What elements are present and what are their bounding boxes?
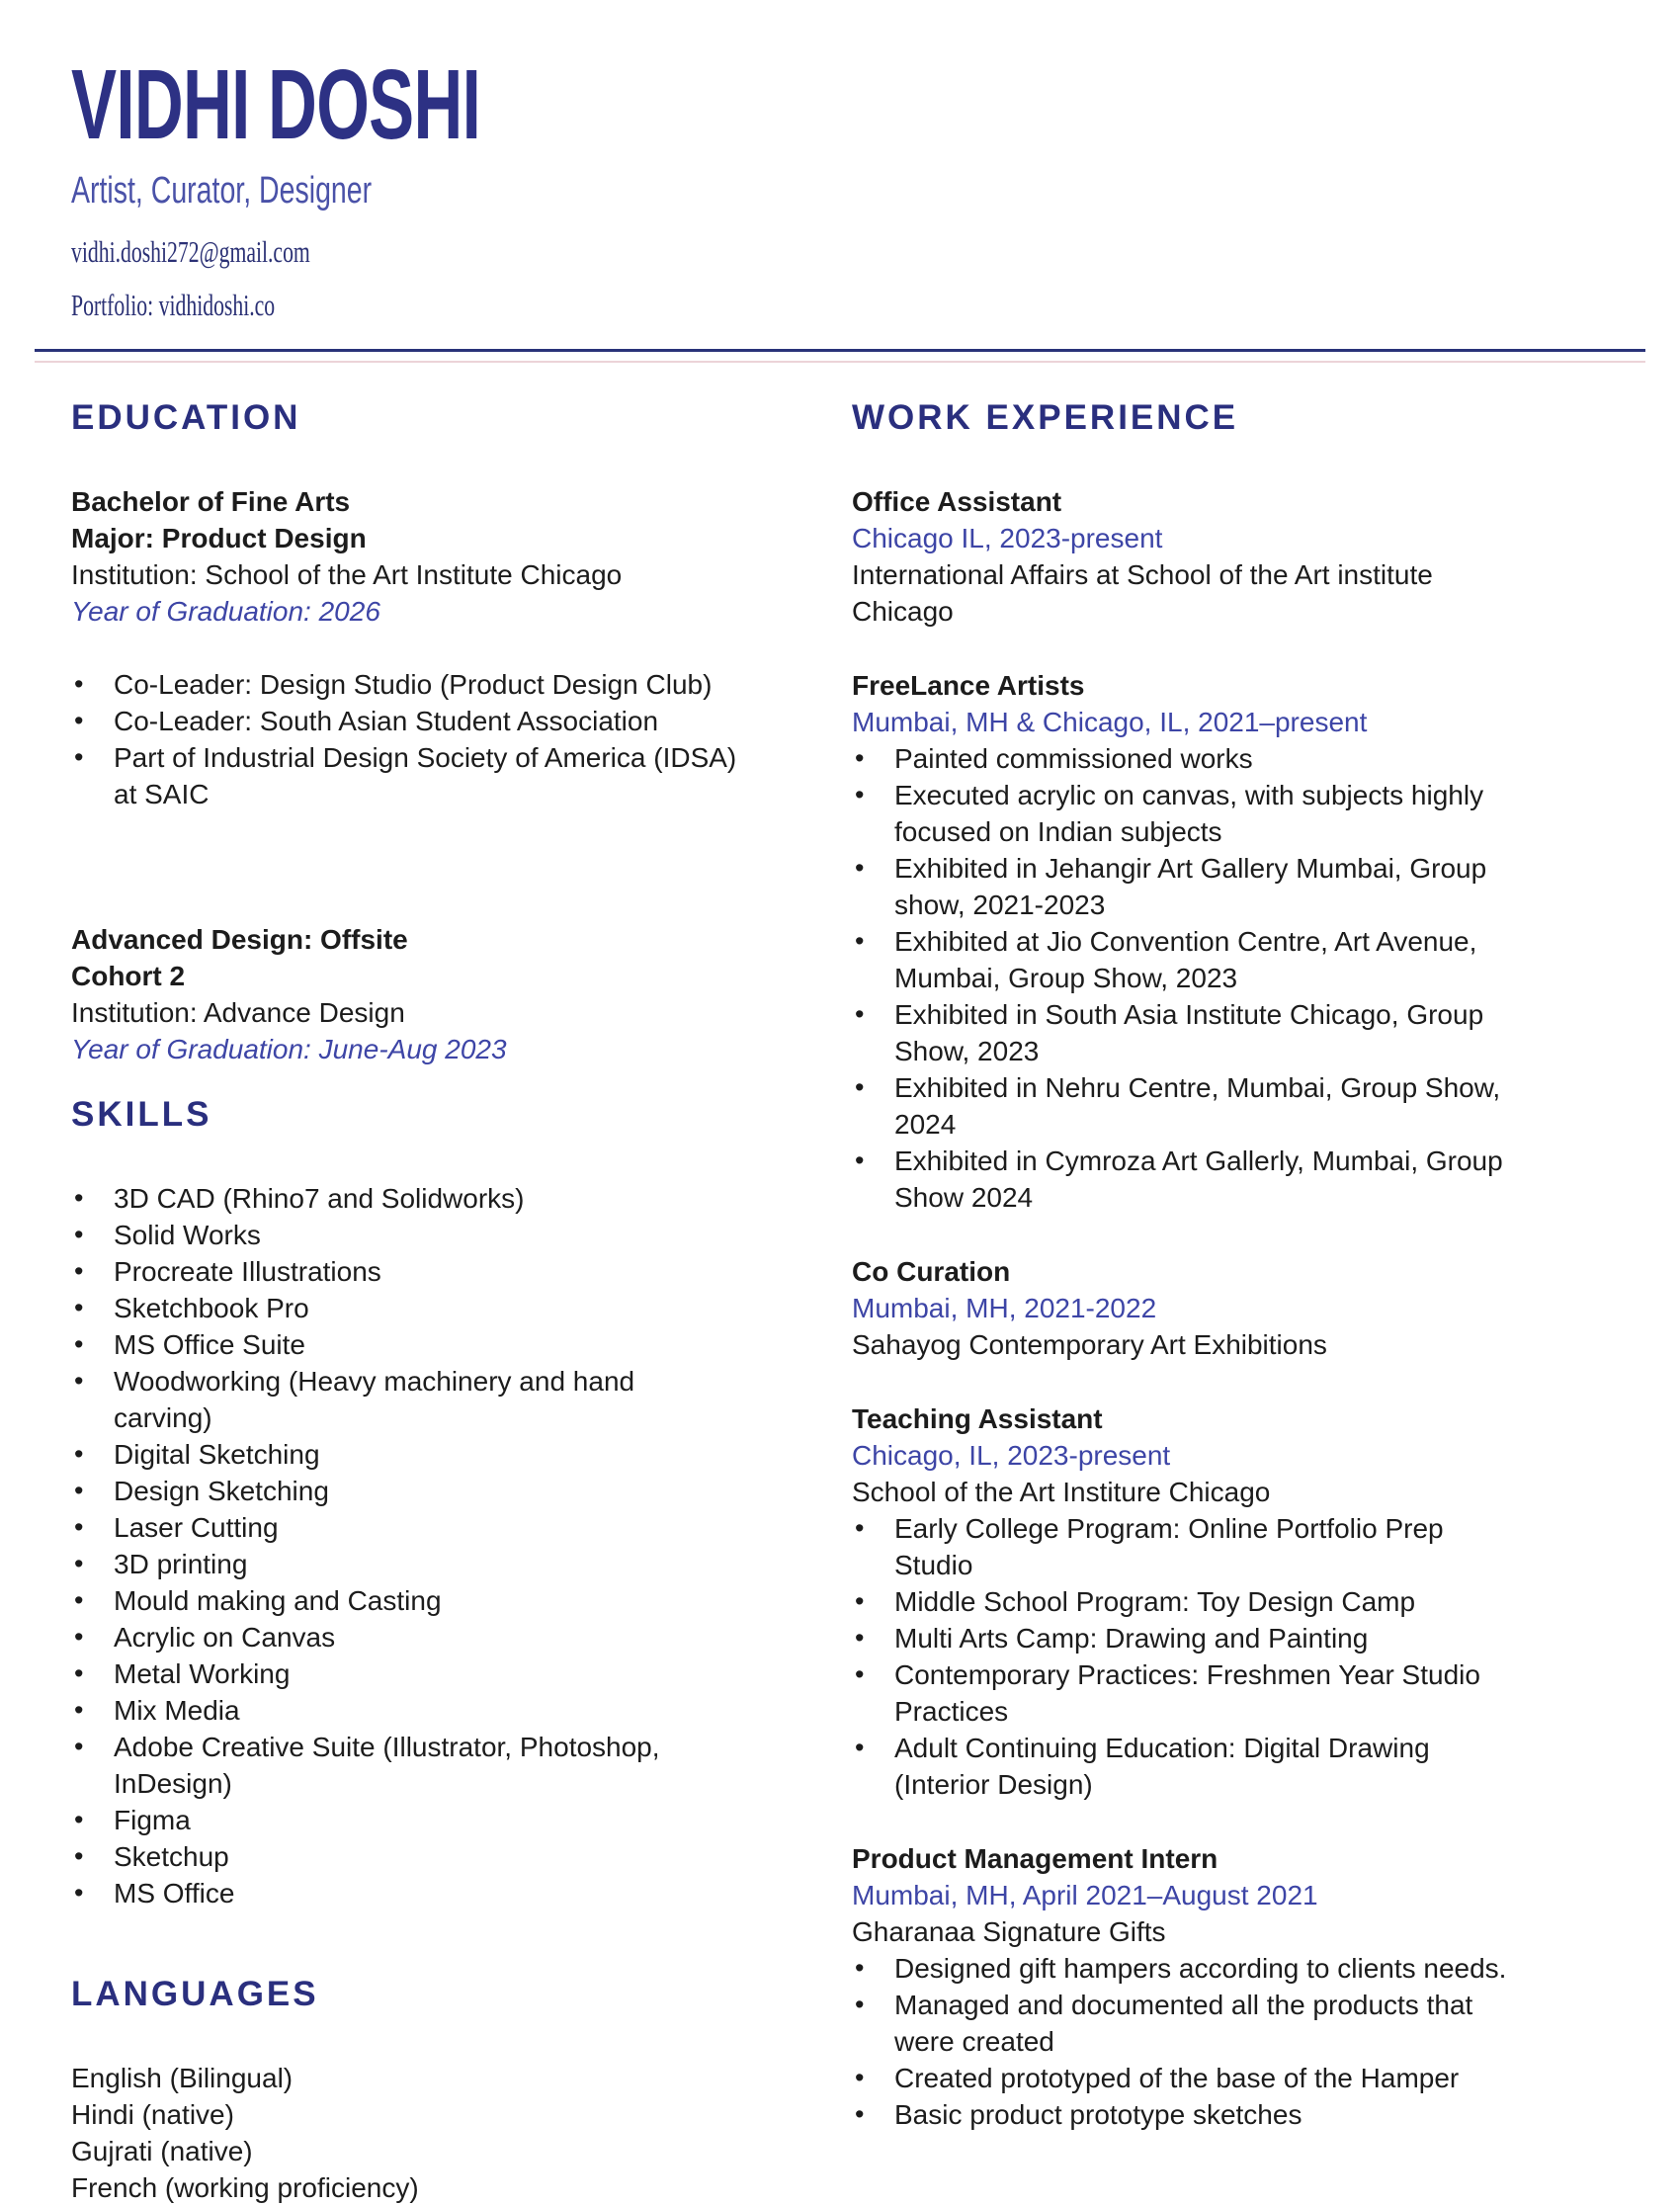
list-item: • Multi Arts Camp: Drawing and Painting xyxy=(852,1620,1524,1656)
portfolio-text: Portfolio: vidhidoshi.co xyxy=(71,288,276,322)
job-title: Product Management Intern xyxy=(852,1843,1218,1874)
job-location: Mumbai, MH & Chicago, IL, 2021–present xyxy=(852,707,1368,737)
list-item: Gujrati (native) xyxy=(71,2136,253,2166)
job-location: Chicago, IL, 2023-present xyxy=(852,1440,1171,1471)
entry-title: Advanced Design: Offsite xyxy=(71,924,408,955)
list-item: • Exhibited in Cymroza Art Gallerly, Mumbai, Group Show 2024 xyxy=(852,1143,1524,1216)
list-item: • Solid Works xyxy=(71,1217,684,1253)
entry-institution: Institution: School of the Art Institute Chicago xyxy=(71,559,623,590)
job-title: Co Curation xyxy=(852,1256,1011,1287)
list-item: • Digital Sketching xyxy=(71,1436,684,1473)
job-bullet-list xyxy=(852,1510,1524,1803)
education-heading: EDUCATION xyxy=(71,398,301,437)
list-item: • Contemporary Practices: Freshmen Year Studio Practices xyxy=(852,1656,1524,1730)
section-skills xyxy=(71,1095,763,1911)
entry-graduation: Year of Graduation: June-Aug 2023 xyxy=(71,1034,507,1064)
job-org: Gharanaa Signature Gifts xyxy=(852,1916,1166,1947)
list-item: Hindi (native) xyxy=(71,2099,234,2130)
job-co-curation xyxy=(852,1253,1524,1363)
list-item: • Exhibited at Jio Convention Centre, Art Avenue, Mumbai, Group Show, 2023 xyxy=(852,923,1524,996)
section-education xyxy=(71,398,763,1067)
list-item: • Mould making and Casting xyxy=(71,1582,684,1619)
list-item: • Metal Working xyxy=(71,1655,684,1692)
entry-title: Bachelor of Fine Arts xyxy=(71,486,351,517)
person-name: VIDHI DOSHI xyxy=(71,49,481,160)
list-item: • Laser Cutting xyxy=(71,1509,684,1546)
job-title: FreeLance Artists xyxy=(852,670,1085,701)
header xyxy=(71,49,1680,363)
list-item: English (Bilingual) xyxy=(71,2063,294,2093)
list-item: • Sketchbook Pro xyxy=(71,1290,684,1326)
skills-heading: SKILLS xyxy=(71,1095,212,1134)
list-item: • MS Office xyxy=(71,1875,684,1911)
right-column xyxy=(852,398,1524,2206)
entry-graduation: Year of Graduation: 2026 xyxy=(71,596,380,627)
languages-heading: LANGUAGES xyxy=(71,1975,319,2013)
job-title: Teaching Assistant xyxy=(852,1403,1103,1434)
job-freelance-artists xyxy=(852,667,1524,1216)
header-divider xyxy=(35,349,1645,352)
list-item: • Painted commissioned works xyxy=(852,740,1524,777)
skills-list xyxy=(71,1180,684,1911)
list-item: • Managed and documented all the products that were created xyxy=(852,1987,1524,2060)
list-item: • Created prototyped of the base of the Hamper xyxy=(852,2060,1524,2096)
list-item: • Part of Industrial Design Society of America (IDSA) at SAIC xyxy=(71,739,763,812)
education-bullet-list xyxy=(71,666,763,812)
job-bullet-list xyxy=(852,740,1524,1216)
person-subtitle: Artist, Curator, Designer xyxy=(71,170,373,212)
list-item: • MS Office Suite xyxy=(71,1326,684,1363)
left-column xyxy=(71,398,763,2206)
list-item: • Early College Program: Online Portfolio Prep Studio xyxy=(852,1510,1524,1583)
education-entry-advanced-design xyxy=(71,921,763,1067)
job-office-assistant xyxy=(852,483,1524,630)
list-item: • Adobe Creative Suite (Illustrator, Photoshop, InDesign) xyxy=(71,1729,684,1802)
list-item: • Adult Continuing Education: Digital Drawing (Interior Design) xyxy=(852,1730,1524,1803)
job-title: Office Assistant xyxy=(852,486,1062,517)
job-location: Mumbai, MH, April 2021–August 2021 xyxy=(852,1880,1318,1910)
job-org: School of the Art Institure Chicago xyxy=(852,1477,1271,1507)
list-item: • 3D CAD (Rhino7 and Solidworks) xyxy=(71,1180,684,1217)
entry-major: Major: Product Design xyxy=(71,523,367,553)
list-item: • Middle School Program: Toy Design Camp xyxy=(852,1583,1524,1620)
list-item: • Basic product prototype sketches xyxy=(852,2096,1524,2133)
section-languages xyxy=(71,1975,763,2206)
job-product-management-intern xyxy=(852,1840,1524,2133)
section-work-experience xyxy=(852,398,1524,2133)
list-item: • 3D printing xyxy=(71,1546,684,1582)
languages-list xyxy=(71,2060,763,2206)
list-item: • Exhibited in Jehangir Art Gallery Mumbai, Group show, 2021-2023 xyxy=(852,850,1524,923)
job-teaching-assistant xyxy=(852,1400,1524,1803)
list-item: • Mix Media xyxy=(71,1692,684,1729)
job-org: International Affairs at School of the Art institute Chicago xyxy=(852,559,1433,627)
list-item: • Designed gift hampers according to clients needs. xyxy=(852,1950,1524,1987)
work-experience-heading: WORK EXPERIENCE xyxy=(852,398,1239,437)
list-item: • Sketchup xyxy=(71,1838,684,1875)
job-org: Sahayog Contemporary Art Exhibitions xyxy=(852,1329,1327,1360)
education-entry-bfa xyxy=(71,483,763,812)
scan-artifact-line xyxy=(35,361,1645,363)
list-item: • Executed acrylic on canvas, with subjects highly focused on Indian subjects xyxy=(852,777,1524,850)
job-location: Mumbai, MH, 2021-2022 xyxy=(852,1293,1157,1323)
email-text: vidhi.doshi272@gmail.com xyxy=(71,234,310,269)
content-columns xyxy=(71,398,1680,2206)
list-item: • Acrylic on Canvas xyxy=(71,1619,684,1655)
list-item: • Co-Leader: South Asian Student Association xyxy=(71,703,763,739)
job-location: Chicago IL, 2023-present xyxy=(852,523,1163,553)
entry-cohort: Cohort 2 xyxy=(71,961,186,991)
list-item: French (working proficiency) xyxy=(71,2172,419,2203)
list-item: • Design Sketching xyxy=(71,1473,684,1509)
list-item: • Exhibited in Nehru Centre, Mumbai, Group Show, 2024 xyxy=(852,1069,1524,1143)
list-item: • Co-Leader: Design Studio (Product Design Club) xyxy=(71,666,763,703)
list-item: • Exhibited in South Asia Institute Chicago, Group Show, 2023 xyxy=(852,996,1524,1069)
entry-institution: Institution: Advance Design xyxy=(71,997,405,1028)
list-item: • Figma xyxy=(71,1802,684,1838)
list-item: • Procreate Illustrations xyxy=(71,1253,684,1290)
job-bullet-list xyxy=(852,1950,1524,2133)
list-item: • Woodworking (Heavy machinery and hand carving) xyxy=(71,1363,684,1436)
